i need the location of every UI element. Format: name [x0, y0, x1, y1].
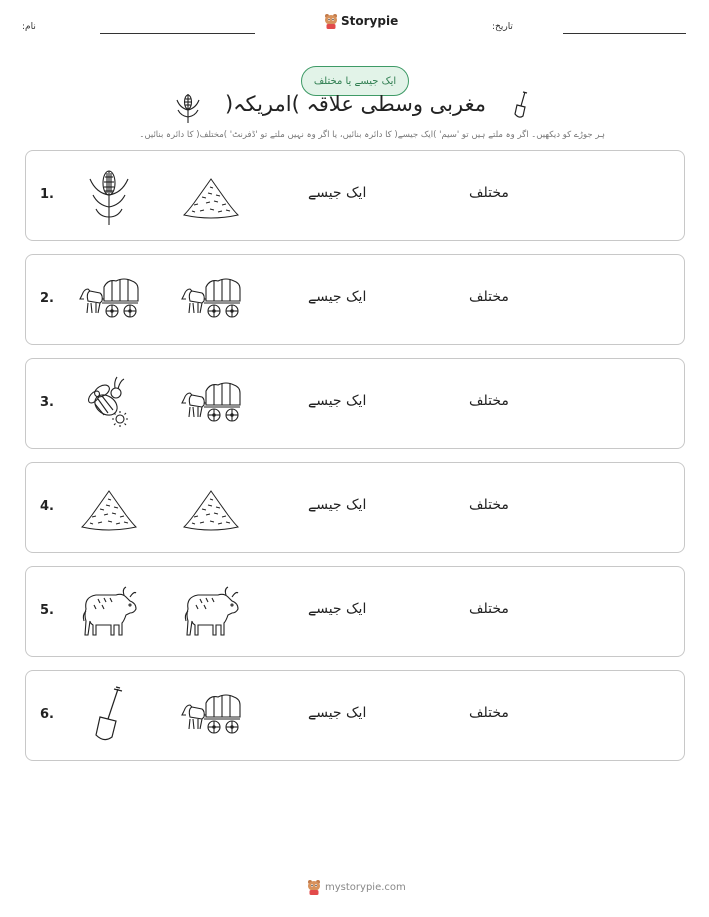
- pair-row-1: [25, 150, 685, 241]
- bison-icon: [180, 581, 242, 643]
- pair-row-2: [25, 254, 685, 345]
- date-line[interactable]: [563, 33, 686, 34]
- worksheet-type-badge: ایک جیسے یا مختلف: [301, 66, 409, 96]
- wheat-pile-icon: [180, 165, 242, 227]
- date-label: تاریخ:: [492, 22, 513, 32]
- pair-row-5: [25, 566, 685, 657]
- different-option[interactable]: مختلف: [469, 705, 509, 721]
- pair-row-3: [25, 358, 685, 449]
- row-number: 3.: [40, 395, 54, 410]
- same-option[interactable]: ایک جیسے: [308, 393, 367, 409]
- footer: [307, 879, 406, 895]
- shovel-icon: [78, 685, 140, 747]
- different-option[interactable]: مختلف: [469, 289, 509, 305]
- bison-icon: [78, 581, 140, 643]
- covered-wagon-icon: [180, 685, 242, 747]
- shovel-icon: [510, 90, 530, 120]
- mascot-icon: [324, 13, 338, 29]
- same-option[interactable]: ایک جیسے: [308, 705, 367, 721]
- different-option[interactable]: مختلف: [469, 497, 509, 513]
- bee-icon: [78, 373, 140, 435]
- different-option[interactable]: مختلف: [469, 185, 509, 201]
- same-option[interactable]: ایک جیسے: [308, 185, 367, 201]
- row-number: 1.: [40, 187, 54, 202]
- name-label: نام:: [22, 22, 36, 32]
- different-option[interactable]: مختلف: [469, 393, 509, 409]
- name-line[interactable]: [100, 33, 255, 34]
- footer-url[interactable]: mystorypie.com: [325, 881, 406, 893]
- same-option[interactable]: ایک جیسے: [308, 601, 367, 617]
- same-option[interactable]: ایک جیسے: [308, 289, 367, 305]
- wheat-pile-icon: [78, 477, 140, 539]
- row-number: 5.: [40, 603, 54, 618]
- covered-wagon-icon: [180, 373, 242, 435]
- pair-row-6: [25, 670, 685, 761]
- page-title: مغربی وسطی علاقہ )امریکہ(: [224, 92, 486, 116]
- row-number: 6.: [40, 707, 54, 722]
- corn-icon: [175, 90, 201, 124]
- mascot-icon: [307, 879, 321, 895]
- pair-row-4: [25, 462, 685, 553]
- wheat-pile-icon: [180, 477, 242, 539]
- brand-name: Storypie: [341, 14, 399, 28]
- row-number: 4.: [40, 499, 54, 514]
- covered-wagon-icon: [78, 269, 140, 331]
- same-option[interactable]: ایک جیسے: [308, 497, 367, 513]
- corn-plant-icon: [78, 165, 140, 227]
- brand-logo: [324, 13, 398, 29]
- instructions-text: ہر جوڑے کو دیکھیں۔ اگر وہ ملتے ہیں تو 'سیم' )ایک جیسے( کا دائرہ بنائیں، یا اگر وہ نہیں ملتے تو 'ڈفرنٹ' )مختلف( کا دائرہ بنائیں۔: [139, 130, 605, 140]
- different-option[interactable]: مختلف: [469, 601, 509, 617]
- row-number: 2.: [40, 291, 54, 306]
- covered-wagon-icon: [180, 269, 242, 331]
